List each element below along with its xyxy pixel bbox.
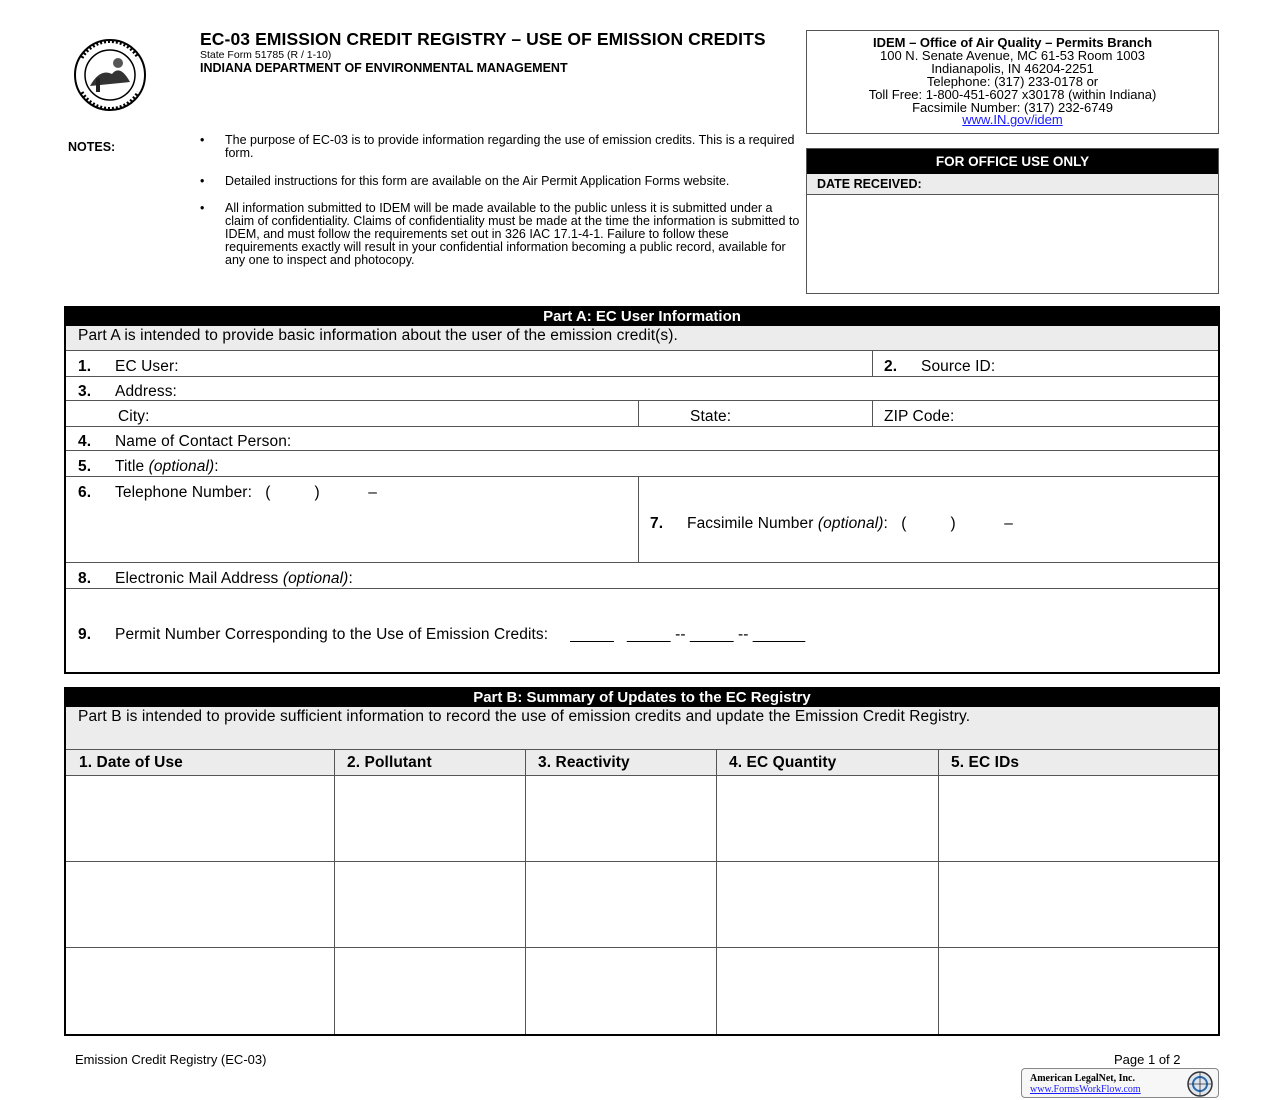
- bullet-icon: •: [200, 133, 205, 147]
- row-user-source: [66, 350, 1218, 376]
- office-use-heading: FOR OFFICE USE ONLY: [807, 149, 1218, 174]
- form-number: State Form 51785 (R / 1-10): [200, 49, 332, 61]
- row-email: [66, 562, 1218, 588]
- footer-form-name: Emission Credit Registry (EC-03): [75, 1052, 267, 1067]
- field-number: 4.: [78, 433, 92, 450]
- row-phone-fax: [66, 476, 1218, 562]
- address-line-2: Indianapolis, IN 46204-2251: [931, 60, 1094, 76]
- note-text: All information submitted to IDEM will be made available to the public unless it is submitted under a claim of confidentiality. Claims of confidentiality must be made at the time the information is submitted to IDEM, and must follow the requirements set out in 326 IAC 17.1-4-1. Failure to follow these requirements exactly will result in your confidential information becoming a public record, available for any one to inspect and photocopy.: [225, 201, 800, 267]
- bullet-icon: •: [200, 201, 205, 216]
- field-number: 5.: [78, 458, 92, 475]
- field-number: 2.: [884, 358, 898, 375]
- field-number: 7.: [650, 515, 664, 532]
- part-b-intro: Part B is intended to provide sufficient information to record the use of emission credits and update the Emission Credit Registry.: [66, 707, 1218, 749]
- table-row[interactable]: [66, 948, 1218, 1034]
- row-contact: [66, 426, 1218, 450]
- field-number: 6.: [78, 484, 92, 501]
- part-b-heading: Part B: Summary of Updates to the EC Registry: [66, 689, 1218, 707]
- address-label: Address:: [115, 383, 177, 400]
- toll-free-line: Toll Free: 1-800-451-6027 x30178 (within Indiana): [868, 86, 1157, 102]
- part-b-section: [64, 687, 1220, 1036]
- part-a-heading: Part A: EC User Information: [66, 308, 1218, 326]
- note-text: The purpose of EC-03 is to provide information regarding the use of emission credits. This is a required form.: [225, 133, 795, 160]
- department-name: INDIANA DEPARTMENT OF ENVIRONMENTAL MANAGEMENT: [200, 61, 568, 75]
- col-pollutant: 2. Pollutant: [347, 754, 432, 771]
- fax-format: ( ) –: [901, 515, 1013, 532]
- field-number: 3.: [78, 383, 92, 400]
- state-field[interactable]: State:: [690, 408, 732, 425]
- note-item: [196, 175, 801, 188]
- state-seal-logo: [68, 38, 176, 112]
- email-label: Electronic Mail Address: [115, 570, 279, 587]
- fax-line: Facsimile Number: (317) 232-6749: [912, 99, 1113, 115]
- contact-label: Name of Contact Person:: [115, 433, 292, 450]
- col-ec-quantity: 4. EC Quantity: [729, 754, 837, 771]
- row-title: [66, 450, 1218, 476]
- date-received-label: DATE RECEIVED:: [807, 174, 1218, 195]
- note-item: [196, 202, 801, 266]
- contact-box: [806, 30, 1219, 134]
- note-text: Detailed instructions for this form are available on the Air Permit Application Forms website.: [225, 173, 730, 188]
- optional-tag: (optional): [817, 515, 884, 532]
- row-permit: [66, 588, 1218, 672]
- ec-user-label: EC User:: [115, 358, 179, 375]
- form-title-block: [200, 30, 790, 76]
- colon: :: [883, 515, 888, 532]
- part-a-section: [64, 306, 1220, 674]
- city-field[interactable]: City:: [118, 408, 150, 425]
- source-id-field[interactable]: [884, 358, 995, 376]
- globe-icon: [1182, 1070, 1216, 1098]
- office-name: IDEM – Office of Air Quality – Permits Branch: [872, 35, 1153, 50]
- idem-website-link[interactable]: www.IN.gov/idem: [962, 112, 1063, 128]
- publisher-badge[interactable]: [1021, 1068, 1219, 1098]
- col-date-of-use: 1. Date of Use: [79, 754, 183, 771]
- table-header: [66, 749, 1218, 776]
- title-field[interactable]: [78, 458, 219, 476]
- form-title: EC-03 EMISSION CREDIT REGISTRY – USE OF EMISSION CREDITS: [200, 29, 766, 49]
- publisher-url[interactable]: www.FormsWorkFlow.com: [1030, 1084, 1141, 1095]
- title-label: Title: [115, 458, 145, 475]
- office-use-box: [806, 148, 1219, 294]
- field-number: 8.: [78, 570, 92, 587]
- colon: :: [348, 570, 353, 587]
- table-row[interactable]: [66, 862, 1218, 948]
- notes-label: NOTES:: [68, 140, 116, 154]
- permit-number-field[interactable]: [78, 626, 805, 644]
- footer-page-number: Page 1 of 2: [1114, 1052, 1181, 1067]
- field-number: 1.: [78, 358, 92, 375]
- col-ec-ids: 5. EC IDs: [951, 754, 1020, 771]
- optional-tag: (optional): [282, 570, 349, 587]
- zip-field[interactable]: ZIP Code:: [884, 408, 955, 425]
- col-reactivity: 3. Reactivity: [538, 754, 630, 771]
- email-field[interactable]: [78, 570, 353, 588]
- phone-format: ( ) –: [265, 484, 377, 501]
- field-number: 9.: [78, 626, 92, 643]
- optional-tag: (optional): [148, 458, 215, 475]
- telephone-label: Telephone Number:: [115, 484, 252, 501]
- address-line-1: 100 N. Senate Avenue, MC 61-53 Room 1003: [880, 47, 1145, 63]
- table-row[interactable]: [66, 776, 1218, 862]
- telephone-line: Telephone: (317) 233-0178 or: [926, 73, 1099, 89]
- source-id-label: Source ID:: [921, 358, 996, 375]
- part-a-intro: Part A is intended to provide basic information about the user of the emission credit(s).: [66, 326, 1218, 350]
- address-field[interactable]: [78, 383, 177, 401]
- note-item: [196, 134, 801, 160]
- telephone-field[interactable]: [78, 484, 377, 502]
- fax-label: Facsimile Number: [687, 515, 814, 532]
- publisher-name: American LegalNet, Inc.: [1030, 1073, 1135, 1084]
- permit-format: _____ _____ -- _____ -- ______: [570, 626, 806, 643]
- notes-list: [196, 134, 801, 281]
- row-city-state-zip: [66, 400, 1218, 426]
- contact-person-field[interactable]: [78, 433, 291, 451]
- bullet-icon: •: [200, 173, 205, 188]
- fax-field[interactable]: [650, 515, 1013, 533]
- permit-label: Permit Number Corresponding to the Use of Emission Credits:: [115, 626, 549, 643]
- colon: :: [214, 458, 219, 475]
- row-address: [66, 376, 1218, 400]
- ec-user-field[interactable]: [78, 358, 179, 376]
